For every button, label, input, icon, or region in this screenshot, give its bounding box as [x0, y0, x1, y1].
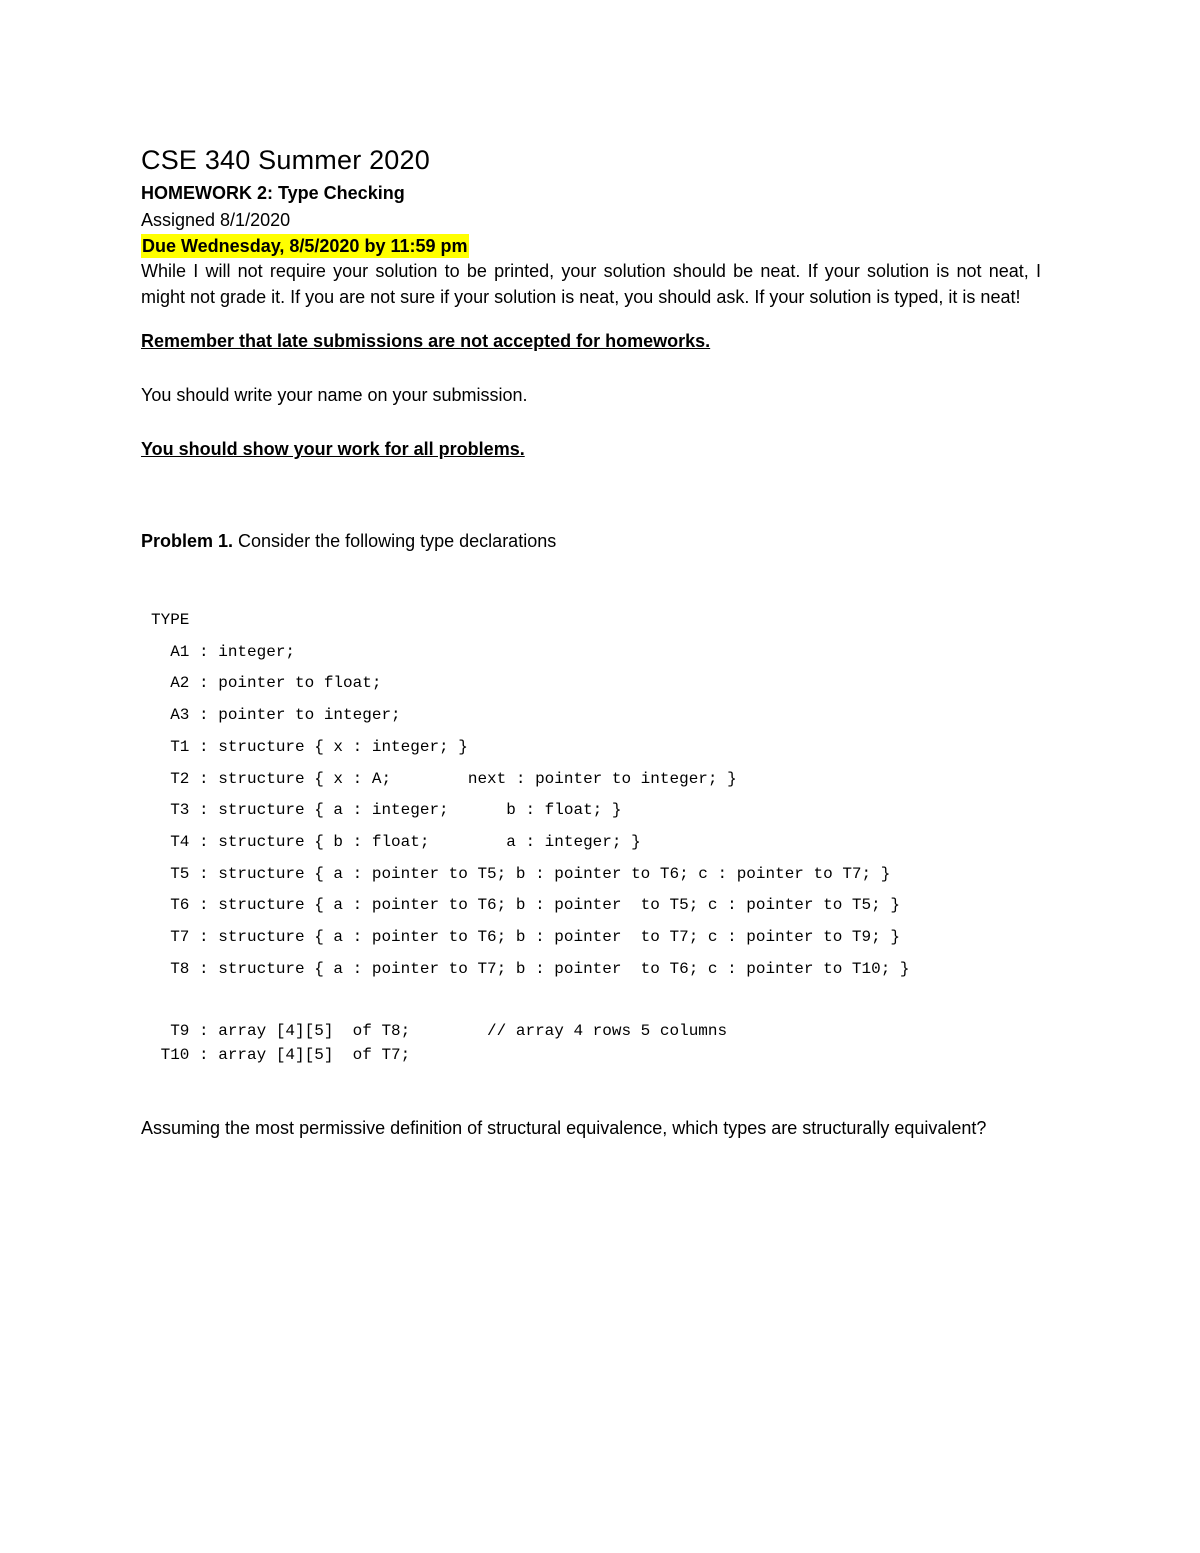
problem-1-intro-text: Consider the following type declarations: [233, 531, 557, 551]
neatness-note: While I will not require your solution to be printed, your solution should be neat. If your solution is not neat, I might not grade it. If you are not sure if your solution is neat, you should ask. If your solution is typed, it is neat!: [141, 261, 1041, 307]
array-declarations-code: [151, 1019, 727, 1067]
code-line: T4 : structure { b : float; a : integer; }: [151, 832, 641, 851]
homework-title: HOMEWORK 2: Type Checking: [141, 183, 405, 203]
late-submission-note: Remember that late submissions are not accepted for homeworks.: [141, 331, 711, 351]
problem-1-question: Assuming the most permissive definition of structural equivalence, which types are structurally equivalent?: [141, 1118, 987, 1138]
header-section: [141, 140, 1041, 554]
code-line: T10 : array [4][5] of T7;: [151, 1046, 411, 1064]
assigned-date: Assigned 8/1/2020: [141, 210, 291, 230]
code-line: T5 : structure { a : pointer to T5; b : pointer to T6; c : pointer to T7; }: [151, 864, 891, 883]
code-line: A3 : pointer to integer;: [151, 706, 401, 725]
show-work-note: You should show your work for all problems.: [141, 439, 525, 459]
code-line: TYPE: [151, 611, 190, 629]
code-line: T2 : structure { x : A; next : pointer to integer; }: [151, 769, 737, 788]
code-line: T1 : structure { x : integer; }: [151, 737, 468, 756]
code-line: A1 : integer;: [151, 642, 296, 661]
code-line: T8 : structure { a : pointer to T7; b : pointer to T6; c : pointer to T10; }: [151, 959, 910, 978]
code-line: T6 : structure { a : pointer to T6; b : pointer to T5; c : pointer to T5; }: [151, 896, 900, 915]
document-title: CSE 340 Summer 2020: [141, 145, 430, 175]
type-declarations-code: [151, 605, 910, 985]
due-date-highlight: Due Wednesday, 8/5/2020 by 11:59 pm: [142, 236, 468, 256]
name-note: You should write your name on your submission.: [141, 385, 528, 405]
code-line: A2 : pointer to float;: [151, 674, 382, 693]
problem-1-intro: [141, 528, 1041, 554]
code-line: T7 : structure { a : pointer to T6; b : pointer to T7; c : pointer to T9; }: [151, 928, 900, 947]
problem-1-label: Problem 1.: [141, 531, 234, 551]
code-line: T3 : structure { a : integer; b : float; }: [151, 801, 622, 820]
code-line: T9 : array [4][5] of T8; // array 4 rows 5 columns: [151, 1022, 728, 1040]
